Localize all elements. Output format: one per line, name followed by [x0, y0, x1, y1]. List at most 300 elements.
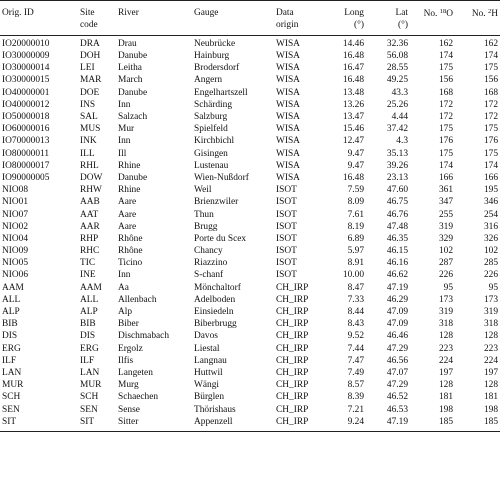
col-orig-id-cell: ERG — [2, 343, 21, 354]
col-no-2h-cell: 226 — [483, 270, 498, 281]
col-data-origin-cell: CH_IRP — [276, 380, 309, 391]
col-gauge-cell: Porte du Scex — [194, 233, 247, 244]
table-row — [0, 368, 500, 380]
col-orig-id-cell: IO30000009 — [2, 51, 50, 62]
col-river-cell: Inn — [118, 136, 131, 147]
col-no-2h-cell: 162 — [483, 38, 498, 49]
col-orig-id-cell: NIO01 — [2, 197, 29, 208]
col-data-origin-cell: CH_IRP — [276, 319, 309, 330]
col-data-origin-cell: CH_IRP — [276, 343, 309, 354]
table-row — [0, 246, 500, 258]
col-no-2h-cell: 174 — [483, 51, 498, 62]
col-data-origin-cell: CH_IRP — [276, 331, 309, 342]
col-site-code-cell: TIC — [80, 258, 96, 269]
col-no-18o-cell: 226 — [438, 270, 453, 281]
col-river-cell: Aare — [118, 221, 137, 232]
col-data-origin-cell: ISOT — [276, 246, 297, 257]
col-river-cell: March — [118, 75, 143, 86]
col-data-origin-cell: CH_IRP — [276, 392, 309, 403]
col-gauge-cell: Angern — [194, 75, 223, 86]
table-header — [0, 1, 500, 36]
col-data-origin-cell: WISA — [276, 124, 300, 135]
col-site-code-cell: AAB — [80, 197, 100, 208]
col-data-origin-cell: WISA — [276, 172, 300, 183]
col-river-cell: Danube — [118, 172, 148, 183]
col-lat-cell: 49.25 — [386, 75, 408, 86]
col-long-cell: 16.47 — [342, 63, 364, 74]
col-site-code-cell: MUR — [80, 380, 102, 391]
col-long-cell: 8.91 — [347, 258, 364, 269]
col-no-18o-cell: 197 — [438, 367, 453, 378]
col-data-origin-cell: WISA — [276, 75, 300, 86]
col-data-origin-cell: ISOT — [276, 258, 297, 269]
col-no-2h-cell: 197 — [483, 367, 498, 378]
table-row — [0, 63, 500, 75]
col-site-code-cell: AAR — [80, 221, 100, 232]
col-data-origin-cell: ISOT — [276, 185, 297, 196]
col-no-2h-cell: 173 — [483, 294, 498, 305]
col-orig-id-cell: AAM — [2, 282, 24, 293]
col-river-cell: Inn — [118, 270, 131, 281]
table-row — [0, 331, 500, 343]
col-lat-cell: 46.16 — [386, 258, 408, 269]
col-no-2h-cell: 195 — [483, 185, 498, 196]
col-no-2h-cell: 175 — [483, 124, 498, 135]
col-river-cell: Ticino — [118, 258, 143, 269]
col-site-code-cell: DIS — [80, 331, 96, 342]
col-long-cell: 14.46 — [342, 38, 364, 49]
col-long-cell: 8.39 — [347, 392, 364, 403]
col-data-origin-cell: CH_IRP — [276, 404, 309, 415]
col-no-2h-cell: 128 — [483, 380, 498, 391]
col-orig-id-header — [0, 1, 78, 36]
col-orig-id-cell: ALL — [2, 294, 21, 305]
table-row — [0, 75, 500, 87]
col-no-18o-cell: 287 — [438, 258, 453, 269]
table-row — [0, 87, 500, 99]
col-orig-id-cell: IO90000005 — [2, 172, 50, 183]
header-superscript: 18 — [439, 8, 447, 15]
col-orig-id-cell: IO40000001 — [2, 87, 50, 98]
col-lat-cell: 47.09 — [386, 319, 408, 330]
col-lat-cell: 46.46 — [386, 331, 408, 342]
col-long-cell: 5.97 — [347, 246, 364, 257]
col-gauge-cell: Brienzwiler — [194, 197, 239, 208]
col-gauge-cell: Neubrücke — [194, 38, 236, 49]
col-lat-cell: 28.55 — [386, 63, 408, 74]
header-text: Gauge — [194, 8, 219, 18]
col-data-origin-cell: CH_IRP — [276, 355, 309, 366]
col-river-cell: Murg — [118, 380, 139, 391]
col-orig-id-cell: NIO05 — [2, 258, 29, 269]
col-long-cell: 7.21 — [347, 404, 364, 415]
col-river-cell: Aare — [118, 197, 137, 208]
col-gauge-cell: Thun — [194, 209, 214, 220]
col-orig-id-cell: SCH — [2, 392, 21, 403]
col-site-code-cell: RHC — [80, 246, 100, 257]
col-data-origin-cell: WISA — [276, 148, 300, 159]
col-lat-cell: 47.60 — [386, 185, 408, 196]
col-gauge-cell: Adelboden — [194, 294, 236, 305]
col-river-cell: Alp — [118, 307, 133, 318]
col-lat-cell: 46.75 — [386, 197, 408, 208]
col-data-origin-cell: WISA — [276, 51, 300, 62]
col-orig-id-cell: NIO09 — [2, 246, 29, 257]
col-site-code-cell: AAM — [80, 282, 102, 293]
table-row — [0, 136, 500, 148]
col-data-origin-cell: CH_IRP — [276, 282, 309, 293]
table-row — [0, 307, 500, 319]
col-site-code-cell: SAL — [80, 112, 98, 123]
col-site-code-cell: SIT — [78, 416, 116, 431]
col-no-2h-cell: 318 — [483, 319, 498, 330]
col-no-2h-cell: 175 — [483, 148, 498, 159]
col-no-18o-cell: 128 — [438, 331, 453, 342]
col-long-cell: 7.49 — [347, 367, 364, 378]
col-long-cell: 8.19 — [347, 221, 364, 232]
col-site-code-cell: INS — [80, 99, 96, 110]
table-row — [0, 416, 500, 431]
col-no-18o-cell: 172 — [438, 99, 453, 110]
col-no-18o-cell: 162 — [438, 38, 453, 49]
col-gauge-cell: Thörishaus — [194, 404, 236, 415]
col-data-origin-cell: WISA — [276, 87, 300, 98]
col-long-cell: 12.47 — [342, 136, 364, 147]
col-orig-id-cell: IO80000017 — [2, 160, 50, 171]
col-orig-id-cell: IO30000015 — [2, 75, 50, 86]
col-no-18o-cell: 185 — [410, 416, 455, 431]
col-no-2h-cell: 95 — [488, 282, 498, 293]
col-site-code-cell: DOH — [80, 51, 101, 62]
col-long-cell: 8.43 — [347, 319, 364, 330]
table-row — [0, 234, 500, 246]
col-no-2h-cell: 181 — [483, 392, 498, 403]
col-long-cell: 7.33 — [347, 294, 364, 305]
col-no-18o-cell: 255 — [438, 209, 453, 220]
col-orig-id-cell: LAN — [2, 367, 22, 378]
col-orig-id-cell: SEN — [2, 404, 20, 415]
col-long-cell: 8.44 — [347, 307, 364, 318]
col-gauge-cell: Liestal — [194, 343, 220, 354]
col-gauge-cell: Weil — [194, 185, 212, 196]
col-no-2h-cell: 166 — [483, 172, 498, 183]
table-row — [0, 294, 500, 306]
col-long-cell: 10.00 — [342, 270, 364, 281]
col-site-code-cell: RHL — [80, 160, 99, 171]
table-row — [0, 160, 500, 172]
col-gauge-cell: Einsiedeln — [194, 307, 234, 318]
col-no-2h-cell: 198 — [483, 404, 498, 415]
col-site-code-cell: ALP — [80, 307, 98, 318]
col-river-header — [116, 1, 192, 36]
col-no-2h-cell: 346 — [483, 197, 498, 208]
col-river-cell: Mur — [118, 124, 135, 135]
col-gauge-cell: Riazzino — [194, 258, 228, 269]
col-orig-id-cell: IO20000010 — [2, 38, 50, 49]
header-text: Site — [80, 8, 95, 18]
col-orig-id-cell: ALP — [2, 307, 20, 318]
header-text: code — [80, 19, 98, 30]
col-data-origin-cell: WISA — [276, 136, 300, 147]
col-river-cell: Rhône — [118, 233, 143, 244]
col-gauge-cell: Davos — [194, 331, 218, 342]
col-gauge-cell: S-chanf — [194, 270, 224, 281]
col-site-code-header — [78, 1, 116, 36]
col-gauge-cell: Lustenau — [194, 160, 229, 171]
header-text: Data — [276, 8, 294, 18]
col-data-origin-cell: WISA — [276, 63, 300, 74]
col-no-18o-cell: 173 — [438, 294, 453, 305]
col-no-18o-cell: 172 — [438, 112, 453, 123]
col-river-cell: Danube — [118, 87, 148, 98]
col-no-2h-cell: 176 — [483, 136, 498, 147]
table-body — [0, 35, 500, 431]
col-lat-cell: 47.48 — [386, 221, 408, 232]
col-data-origin-cell: WISA — [276, 112, 300, 123]
col-site-code-cell: DOE — [80, 87, 100, 98]
col-river-cell: Leitha — [118, 63, 142, 74]
table-row — [0, 124, 500, 136]
col-no-2h-header — [455, 1, 500, 36]
col-gauge-cell: Salzburg — [194, 112, 228, 123]
col-orig-id-cell: NIO02 — [2, 221, 29, 232]
col-site-code-cell: LEI — [80, 63, 95, 74]
col-no-18o-cell: 347 — [438, 197, 453, 208]
col-no-2h-cell: 174 — [483, 160, 498, 171]
col-no-2h-cell: 172 — [483, 112, 498, 123]
col-no-18o-header — [410, 1, 455, 36]
col-no-18o-cell: 174 — [438, 160, 453, 171]
header-text: No. — [471, 9, 488, 19]
col-orig-id-cell: MUR — [2, 380, 24, 391]
col-lat-cell: 39.26 — [386, 160, 408, 171]
col-lat-cell: 47.19 — [366, 416, 410, 431]
header-text: O — [446, 9, 453, 19]
col-gauge-cell: Brodersdorf — [194, 63, 240, 74]
col-site-code-cell: ILF — [80, 355, 95, 366]
header-text: No. — [423, 9, 440, 19]
col-gauge-cell: Langnau — [194, 355, 227, 366]
col-lat-cell: 47.09 — [386, 307, 408, 318]
col-no-18o-cell: 223 — [438, 343, 453, 354]
col-long-cell: 7.59 — [347, 185, 364, 196]
col-no-18o-cell: 128 — [438, 380, 453, 391]
col-data-origin-cell: WISA — [276, 160, 300, 171]
col-no-2h-cell: 223 — [483, 343, 498, 354]
table-row — [0, 380, 500, 392]
col-no-18o-cell: 318 — [438, 319, 453, 330]
table-row — [0, 343, 500, 355]
col-no-18o-cell: 175 — [438, 63, 453, 74]
col-no-18o-cell: 102 — [438, 246, 453, 257]
col-site-code-cell: LAN — [80, 367, 100, 378]
col-gauge-cell: Huttwil — [194, 367, 223, 378]
col-gauge-cell: Spielfeld — [194, 124, 228, 135]
table-row — [0, 112, 500, 124]
col-data-origin-cell: WISA — [276, 38, 300, 49]
table-row — [0, 185, 500, 197]
col-data-origin-cell: ISOT — [276, 209, 297, 220]
col-data-origin-cell: CH_IRP — [274, 416, 322, 431]
col-long-cell: 13.26 — [342, 99, 364, 110]
col-long-cell: 9.52 — [347, 331, 364, 342]
col-orig-id-cell: NIO08 — [2, 185, 29, 196]
col-site-code-cell: AAT — [80, 209, 99, 220]
col-river-cell: Rhône — [118, 246, 143, 257]
col-lat-cell: 46.53 — [386, 404, 408, 415]
col-river-cell: Rhine — [118, 185, 141, 196]
col-orig-id-cell: NIO06 — [2, 270, 29, 281]
col-river-cell: Salzach — [118, 112, 148, 123]
table-row — [0, 282, 500, 294]
col-orig-id-cell: SIT — [0, 416, 78, 431]
col-orig-id-cell: NIO04 — [2, 233, 29, 244]
col-river-cell: Aare — [118, 209, 137, 220]
col-long-cell: 16.48 — [342, 172, 364, 183]
col-lat-cell: 32.36 — [386, 38, 408, 49]
col-lat-cell: 46.56 — [386, 355, 408, 366]
col-lat-cell: 46.62 — [386, 270, 408, 281]
col-orig-id-cell: IO40000012 — [2, 99, 50, 110]
col-lat-cell: 46.29 — [386, 294, 408, 305]
col-river-cell: Dischmabach — [118, 331, 170, 342]
col-gauge-cell: Kirchbichl — [194, 136, 235, 147]
table-row — [0, 392, 500, 404]
col-site-code-cell: SCH — [80, 392, 99, 403]
col-river-cell: Sense — [118, 404, 140, 415]
col-site-code-cell: RHW — [80, 185, 102, 196]
header-text: Orig. ID — [2, 8, 34, 18]
col-no-18o-cell: 181 — [438, 392, 453, 403]
col-no-18o-cell: 198 — [438, 404, 453, 415]
table-row — [0, 35, 500, 51]
col-long-cell: 8.09 — [347, 197, 364, 208]
col-orig-id-cell: IO60000016 — [2, 124, 50, 135]
col-data-origin-cell: CH_IRP — [276, 307, 309, 318]
col-lat-cell: 56.08 — [386, 51, 408, 62]
col-site-code-cell: ILL — [80, 148, 95, 159]
col-gauge-cell: Hainburg — [194, 51, 230, 62]
col-lat-cell: 37.42 — [386, 124, 408, 135]
col-orig-id-cell: IO50000018 — [2, 112, 50, 123]
col-lat-cell: 35.13 — [386, 148, 408, 159]
col-no-18o-cell: 175 — [438, 148, 453, 159]
col-lat-cell: 25.26 — [386, 99, 408, 110]
col-orig-id-cell: BIB — [2, 319, 18, 330]
table-row — [0, 173, 500, 185]
col-no-18o-cell: 156 — [438, 75, 453, 86]
col-no-2h-cell: 326 — [483, 233, 498, 244]
col-gauge-cell: Schärding — [194, 99, 233, 110]
col-no-2h-cell: 175 — [483, 63, 498, 74]
col-river-cell: Danube — [118, 51, 148, 62]
col-lat-cell: 4.44 — [391, 112, 408, 123]
table-row — [0, 404, 500, 416]
col-gauge-cell: Mönchaltorf — [194, 282, 241, 293]
col-gauge-cell: Engelhartszell — [194, 87, 248, 98]
col-no-2h-cell: 254 — [483, 209, 498, 220]
col-gauge-cell: Biberbrugg — [194, 319, 237, 330]
col-long-cell: 16.48 — [342, 51, 364, 62]
table-row — [0, 319, 500, 331]
header-superscript: 2 — [487, 8, 492, 15]
col-no-18o-cell: 319 — [438, 307, 453, 318]
col-site-code-cell: RHP — [80, 233, 99, 244]
col-no-2h-cell: 316 — [483, 221, 498, 232]
col-site-code-cell: BIB — [80, 319, 96, 330]
col-orig-id-cell: IO70000013 — [2, 136, 50, 147]
col-orig-id-cell: ILF — [2, 355, 17, 366]
col-no-2h-cell: 102 — [483, 246, 498, 257]
header-text: origin — [276, 19, 299, 30]
col-long-cell: 7.47 — [347, 355, 364, 366]
col-river-cell: Biber — [118, 319, 139, 330]
table-row — [0, 221, 500, 233]
col-gauge-cell: Chancy — [194, 246, 223, 257]
table-row — [0, 270, 500, 282]
col-long-header — [322, 1, 366, 36]
col-river-cell: Schaechen — [118, 392, 159, 403]
col-data-origin-cell: ISOT — [276, 197, 297, 208]
col-data-origin-cell: ISOT — [276, 270, 297, 281]
col-gauge-cell: Gisingen — [194, 148, 228, 159]
col-no-18o-cell: 319 — [438, 221, 453, 232]
header-text: River — [118, 8, 139, 18]
col-long-cell: 8.47 — [347, 282, 364, 293]
col-no-2h-cell: 224 — [483, 355, 498, 366]
col-lat-cell: 46.52 — [386, 392, 408, 403]
col-site-code-cell: ALL — [80, 294, 99, 305]
col-gauge-cell: Bürglen — [194, 392, 225, 403]
table-row — [0, 99, 500, 111]
table-row — [0, 258, 500, 270]
table-row — [0, 148, 500, 160]
col-river-cell: Allenbach — [118, 294, 157, 305]
col-no-2h-cell: 128 — [483, 331, 498, 342]
col-lat-cell: 47.29 — [386, 380, 408, 391]
col-no-18o-cell: 95 — [443, 282, 453, 293]
col-river-cell: Inn — [118, 99, 131, 110]
col-no-18o-cell: 361 — [438, 185, 453, 196]
table-row — [0, 209, 500, 221]
col-long-cell: 9.24 — [322, 416, 366, 431]
col-lat-cell: 46.76 — [386, 209, 408, 220]
col-lat-cell: 4.3 — [396, 136, 408, 147]
col-gauge-cell: Appenzell — [192, 416, 274, 431]
col-long-cell: 13.48 — [342, 87, 364, 98]
col-data-origin-cell: ISOT — [276, 233, 297, 244]
col-river-cell: Ill — [118, 148, 127, 159]
col-long-cell: 6.89 — [347, 233, 364, 244]
col-data-origin-cell: ISOT — [276, 221, 297, 232]
col-long-cell: 13.47 — [342, 112, 364, 123]
col-long-cell: 9.47 — [347, 148, 364, 159]
col-gauge-cell: Wien-Nußdorf — [194, 172, 249, 183]
col-lat-cell: 43.3 — [391, 87, 408, 98]
header-text: Lat — [395, 8, 408, 18]
col-river-cell: Ilfis — [118, 355, 134, 366]
col-data-origin-cell: CH_IRP — [276, 367, 309, 378]
col-site-code-cell: DRA — [80, 38, 100, 49]
col-no-18o-cell: 176 — [438, 136, 453, 147]
header-text: H — [491, 9, 498, 19]
header-text: (°) — [354, 19, 364, 30]
col-site-code-cell: SEN — [80, 404, 98, 415]
col-no-2h-cell: 156 — [483, 75, 498, 86]
col-lat-header — [366, 1, 410, 36]
col-lat-cell: 47.29 — [386, 343, 408, 354]
col-site-code-cell: INE — [80, 270, 96, 281]
